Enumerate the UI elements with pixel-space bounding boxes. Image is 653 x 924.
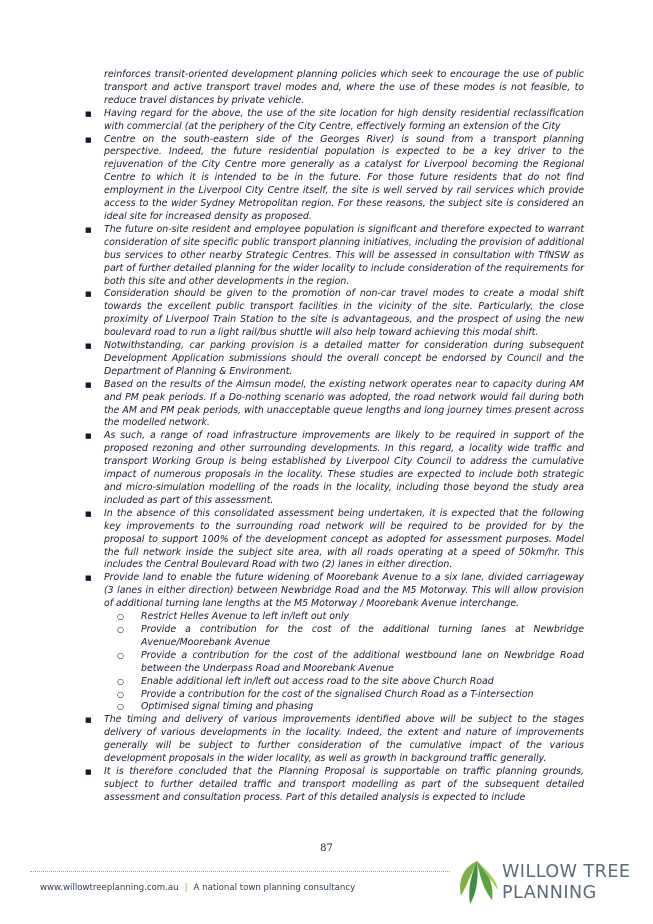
sub-list-item [84,701,584,714]
sub-list-item [84,624,584,650]
sub-list-item [84,611,584,624]
bullet-icon: ■ [85,380,92,389]
sub-item-text: Provide a contribution for the cost of the additional turning lanes at Newbridge Avenue/Moorebank Avenue [141,623,584,648]
bullet-text: As such, a range of road infrastructure improvements are likely to be required in support of the proposed rezoning and other surrounding developments. In this regard, a locality wide traffic and transport Working Group is being established by Liverpool City Council to address the cumulative impact of numerous proposals in the locality. These studies are expected to include both strategic and micro-simulation modelling of the roads in the locality, including those beyond the study area included as part of this assessment. [104,430,584,506]
circle-bullet-icon: ○ [117,676,124,686]
bullet-text: Provide land to enable the future widening of Moorebank Avenue to a six lane, divided carriageway (3 lanes in either direction) between Newbridge Road and the M5 Motorway. This will allow provision of additional turning lane lengths at the M5 Motorway / Moorebank Avenue interchange. [104,572,584,610]
bullet-item [84,288,584,340]
bullet-item [84,714,584,766]
bullet-text: Consideration should be given to the promotion of non-car travel modes to create a modal shift towards the excellent public transport facilities in the vicinity of the site. Particularly, the close proximity of Liverpool Train Station to the site is advantageous, and the prospect of using the new boulevard road to run a light rail/bus shuttle will also help toward achieving this modal shift. [104,288,584,339]
sub-item-text: Provide a contribution for the cost of the signalised Church Road as a T-intersection [141,688,534,700]
bullet-item [84,430,584,507]
bullet-item [84,224,584,289]
footer-separator: | [184,883,188,893]
bullet-icon: ■ [85,432,92,441]
footer-website-link[interactable]: www.willowtreeplanning.com.au [40,883,179,893]
bullet-item [84,379,584,431]
logo-wordmark-line1: WILLOW TREE [502,862,631,882]
bullet-text: It is therefore concluded that the Planning Proposal is supportable on traffic planning grounds, subject to further detailed traffic and transport modelling as part of the subsequent detailed assessment and consultation process. Part of this detailed analysis is expected to include [104,765,584,803]
willow-tree-logo [452,858,631,908]
sub-item-text: Provide a contribution for the cost of the additional westbound lane on Newbridge Road between the Underpass Road and Moorebank Avenue [141,649,584,674]
bullet-icon: ■ [85,767,92,776]
circle-bullet-icon: ○ [117,689,124,699]
bullet-icon: ■ [85,290,92,299]
bullet-icon: ■ [85,342,92,351]
tree-leaf-icon [452,858,502,908]
bullet-item [84,766,584,805]
bullet-item [84,108,584,134]
bullet-icon: ■ [85,135,92,144]
circle-bullet-icon: ○ [117,612,124,622]
bullet-icon: ■ [85,574,92,583]
sub-item-text: Restrict Helles Avenue to left in/left out only [141,611,350,623]
bullet-item [84,572,584,611]
bullet-text: Centre on the south-eastern side of the Georges River) is sound from a transport planning perspective. Indeed, the future residential population is expected to be a key driver to the rejuvenation of the City Centre more generally as a catalyst for Liverpool becoming the Regional Centre to which it is intended to be in the future. For those future residents that do not find employment in the Liverpool City Centre itself, the site is well served by rail services which provide access to the wider Sydney Metropolitan region. For these reasons, the subject site is considered an ideal site for increased density as proposed. [104,133,584,222]
sub-list-item [84,650,584,676]
bullet-item [84,508,584,573]
bullet-item [84,134,584,224]
bullet-icon: ■ [85,716,92,725]
sub-item-text: Enable additional left in/left out access road to the site above Church Road [141,675,494,687]
sub-item-text: Optimised signal timing and phasing [141,701,314,713]
bullet-text: Having regard for the above, the use of the site location for high density residential reclassification with commercial (at the periphery of the City Centre, effectively forming an extension of the City [104,107,584,132]
bullet-icon: ■ [85,225,92,234]
page-number: 87 [320,843,333,854]
bullet-text: The timing and delivery of various improvements identified above will be subject to the stages delivery of various developments in the locality. Indeed, the extent and nature of improvements generally will be subject to further consideration of the cumulative impact of the various development proposals in the wider locality, as well as growth in background traffic generally. [104,714,584,765]
footer [40,883,355,893]
circle-bullet-icon: ○ [117,624,124,634]
logo-wordmark-line2: PLANNING [502,883,597,903]
circle-bullet-icon: ○ [117,702,124,712]
footer-tagline: A national town planning consultancy [193,883,356,893]
bullet-icon: ■ [85,509,92,518]
sub-list-item [84,689,584,702]
bullet-icon: ■ [85,109,92,118]
bullet-text: Notwithstanding, car parking provision is a detailed matter for consideration during subsequent Development Application submissions should the overall concept be endorsed by Council and the Department of Planning & Environment. [104,340,584,377]
document-body [84,69,584,805]
bullet-text: The future on-site resident and employee population is significant and therefore expected to warrant consideration of site specific public transport planning initiatives, including the provision of additional bus services to other nearby Strategic Centres. This will be assessed in consultation with TfNSW as part of further detailed planning for the wider locality to include consideration of the requirements for both this site and other developments in the region. [104,223,584,287]
footer-divider [30,871,450,872]
bullet-text: Based on the results of the Aimsun model, the existing network operates near to capacity during AM and PM peak periods. If a Do-nothing scenario was adopted, the road network would fail during both the AM and PM peak periods, with unacceptable queue lengths and long journey times present across the modelled network. [104,378,584,429]
bullet-item [84,340,584,379]
lead-paragraph: reinforces transit-oriented development planning policies which seek to encourage the use of public transport and active transport travel modes and, where the use of these modes is not feasible, to reduce travel distances by private vehicle. [104,69,584,106]
bullet-text: In the absence of this consolidated assessment being undertaken, it is expected that the following key improvements to the surrounding road network will be required to be provided for by the proposal to support 100% of the development concept as adopted for assessment purposes. Model the full network inside the subject site area, with all roads operating at a speed of 50km/hr. This includes the Central Boulevard Road with two (2) lanes in either direction. [104,507,584,571]
sub-list-item [84,676,584,689]
circle-bullet-icon: ○ [117,650,124,660]
